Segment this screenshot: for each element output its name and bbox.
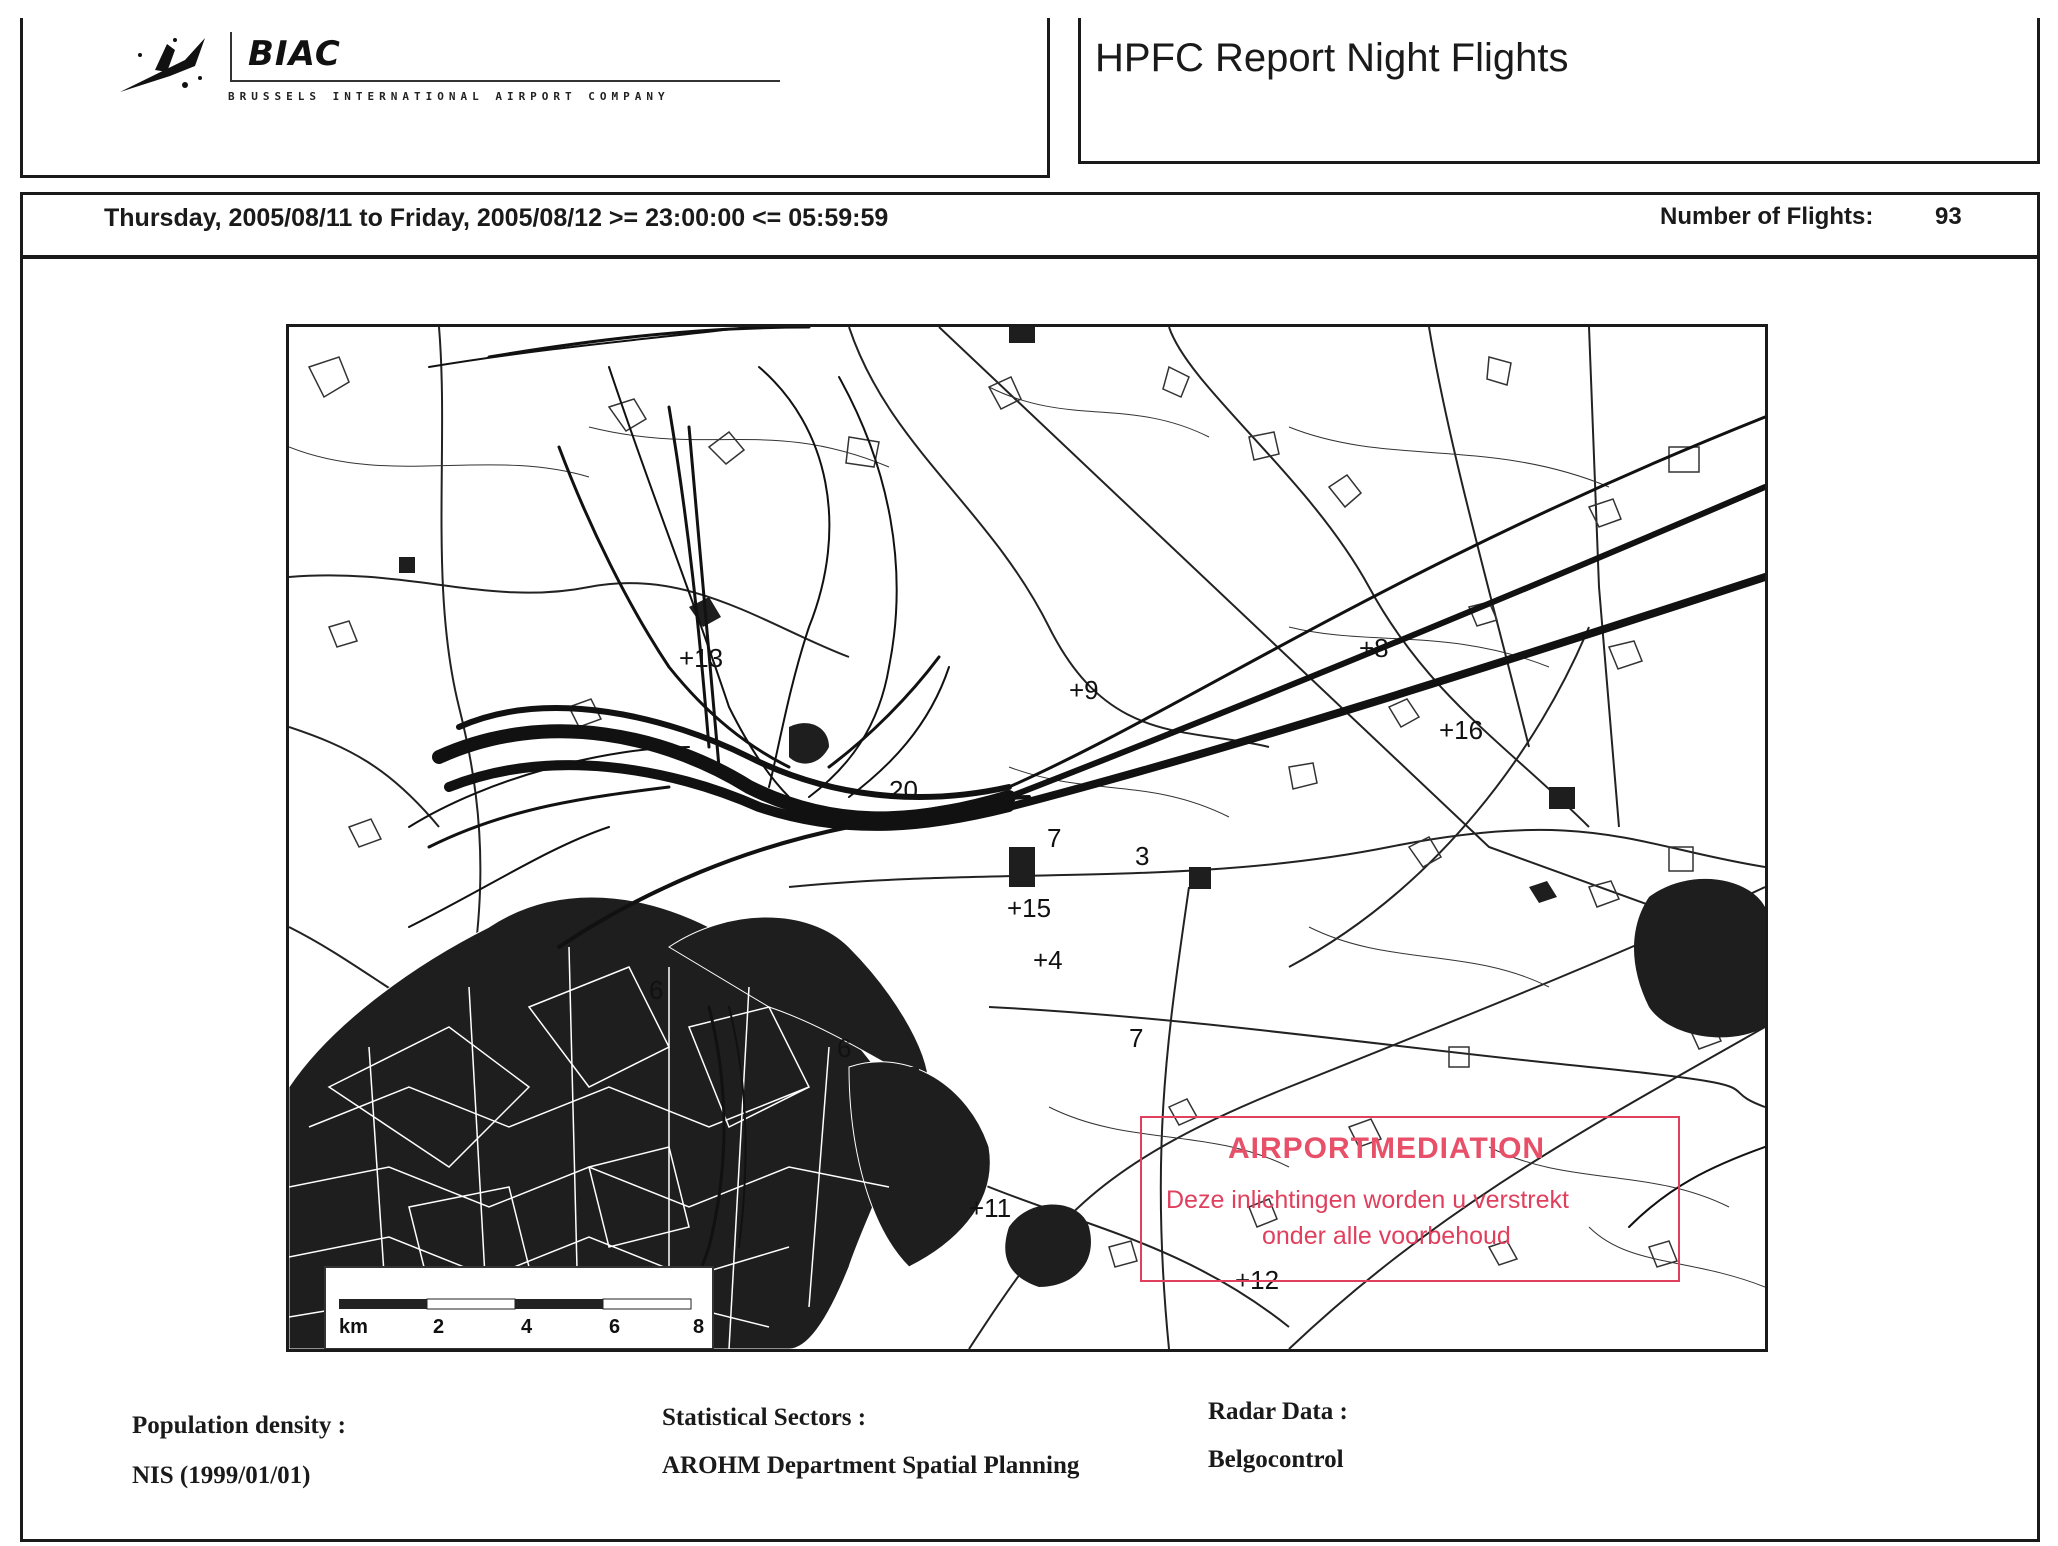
scale-label: km: [339, 1316, 368, 1338]
measuring-point: 20: [889, 775, 918, 805]
flights-count-value: 93: [1935, 203, 1962, 230]
measuring-point: 3: [1135, 841, 1150, 871]
measuring-point: +16: [1439, 715, 1484, 745]
measuring-point: +13: [679, 643, 724, 673]
logo-subtitle: BRUSSELS INTERNATIONAL AIRPORT COMPANY: [228, 90, 670, 103]
measuring-point: +12: [1235, 1265, 1280, 1295]
scale-label: 2: [433, 1316, 445, 1338]
period-range: Thursday, 2005/08/11 to Friday, 2005/08/12 >= 23:00:00 <= 05:59:59: [104, 204, 889, 232]
radar-data-label: Radar Data :: [1208, 1398, 1348, 1425]
measuring-point: 7: [1047, 823, 1062, 853]
measuring-point: +15: [1007, 893, 1052, 923]
statistical-sectors-source: AROHM Department Spatial Planning: [662, 1452, 1080, 1479]
scale-label: 8: [693, 1316, 705, 1338]
statistical-sectors-label: Statistical Sectors :: [662, 1404, 867, 1431]
scale-bar: [325, 1267, 713, 1349]
scale-label: 4: [521, 1316, 533, 1338]
measuring-point: 6: [837, 1033, 852, 1063]
measuring-point: +11: [969, 1193, 1012, 1223]
radar-data-source: Belgocontrol: [1208, 1446, 1344, 1473]
stamp-title: AIRPORTMEDIATION: [1228, 1132, 1546, 1165]
report-title: HPFC Report Night Flights: [1095, 36, 1569, 80]
population-density-label: Population density :: [132, 1412, 346, 1439]
logo-text: BIAC: [248, 34, 341, 74]
airplane-logo-icon: [115, 30, 215, 100]
measuring-point: +9: [1069, 675, 1099, 705]
stamp-text-line2: onder alle voorbehoud: [1262, 1222, 1511, 1250]
stamp-text-line1: Deze inlichtingen worden u verstrekt: [1166, 1186, 1569, 1214]
population-density-source: NIS (1999/01/01): [132, 1462, 311, 1489]
flights-count-label: Number of Flights:: [1660, 203, 1874, 230]
scale-label: 6: [609, 1316, 621, 1338]
measuring-point: +8: [1359, 633, 1389, 663]
measuring-point: +4: [1033, 945, 1063, 975]
measuring-point: 7: [1129, 1023, 1144, 1053]
measuring-point: 6: [649, 975, 664, 1005]
